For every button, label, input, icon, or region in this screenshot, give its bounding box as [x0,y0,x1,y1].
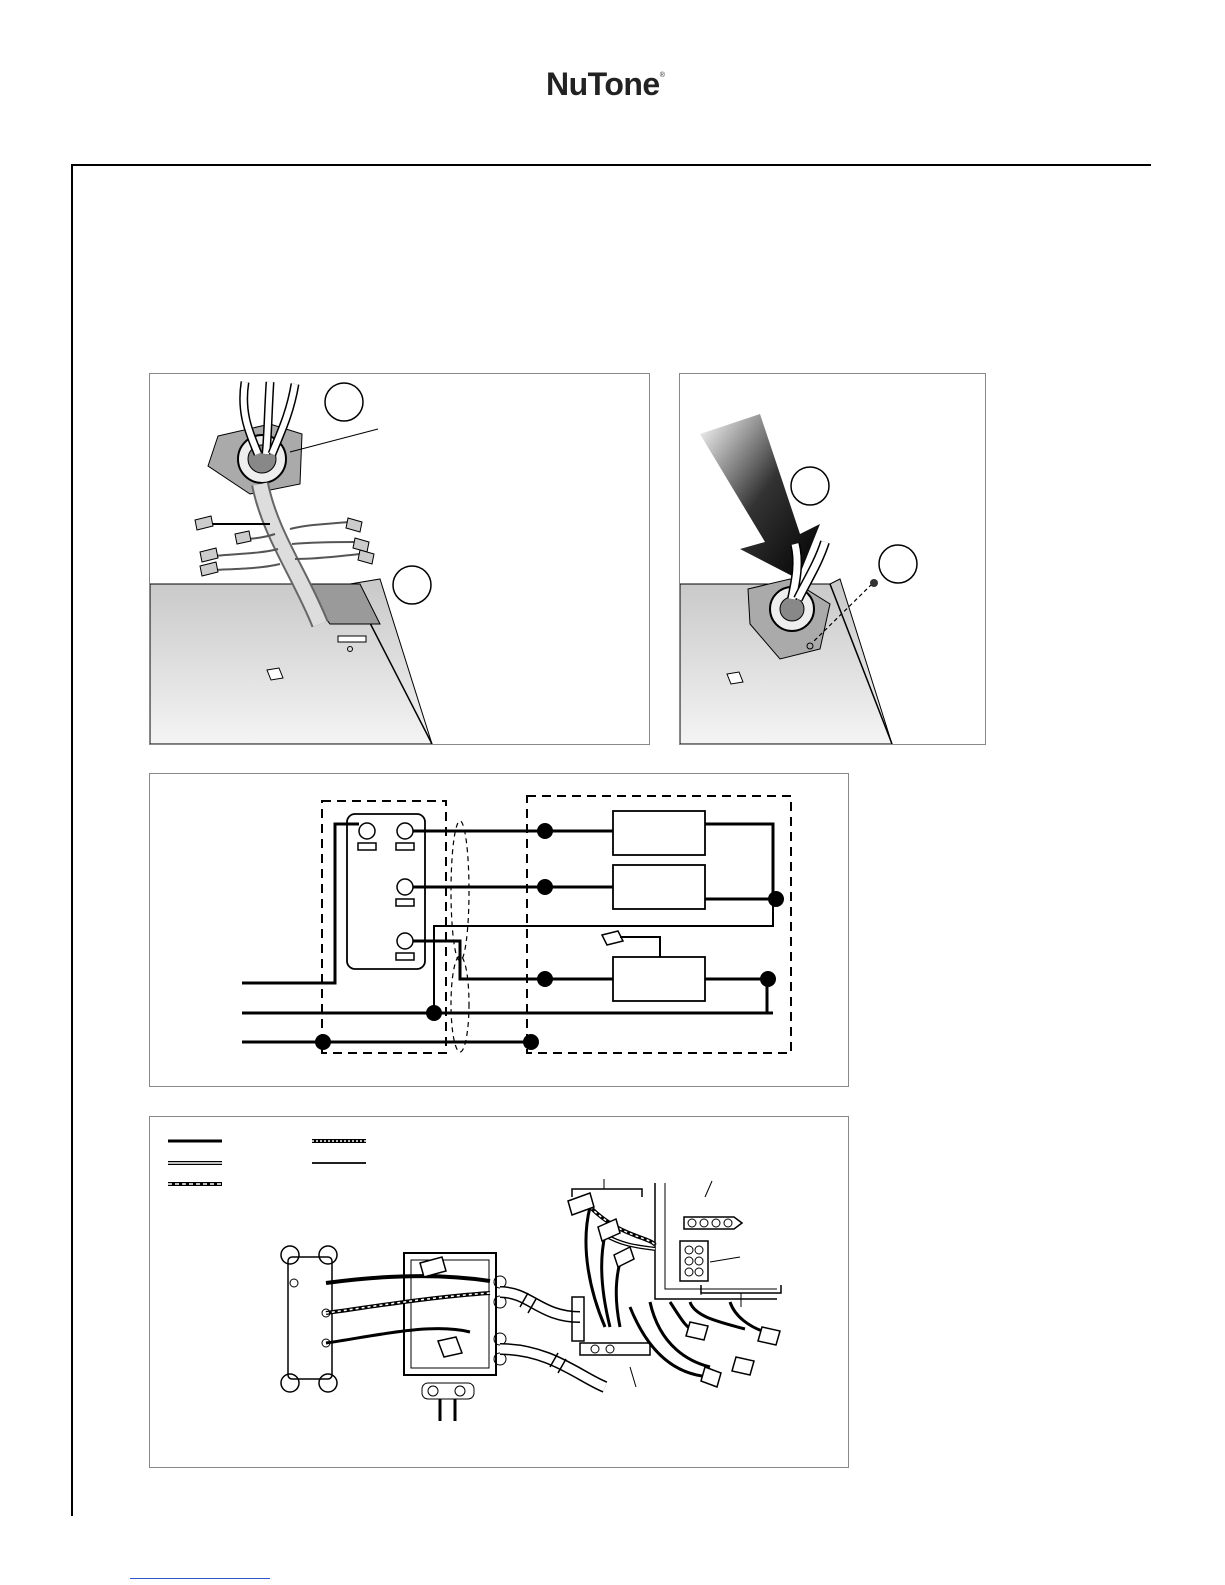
registered-mark: ® [659,72,665,79]
brand-text: NuTone [546,66,660,102]
figure-4-wiring-panel [149,1116,849,1468]
figure-1-panel [149,373,650,745]
figure-3-schematic-panel [149,773,849,1087]
wire-legend [168,1141,366,1184]
nutone-logo [546,66,686,106]
figure-1-illustration [150,374,649,744]
figure-2-panel [679,373,986,745]
wiring-illustration [150,1117,848,1467]
left-rule [71,164,73,1516]
schematic-diagram [150,774,848,1086]
footer-link-underline [130,1578,270,1579]
top-rule [71,164,1151,166]
figure-2-illustration [680,374,985,744]
